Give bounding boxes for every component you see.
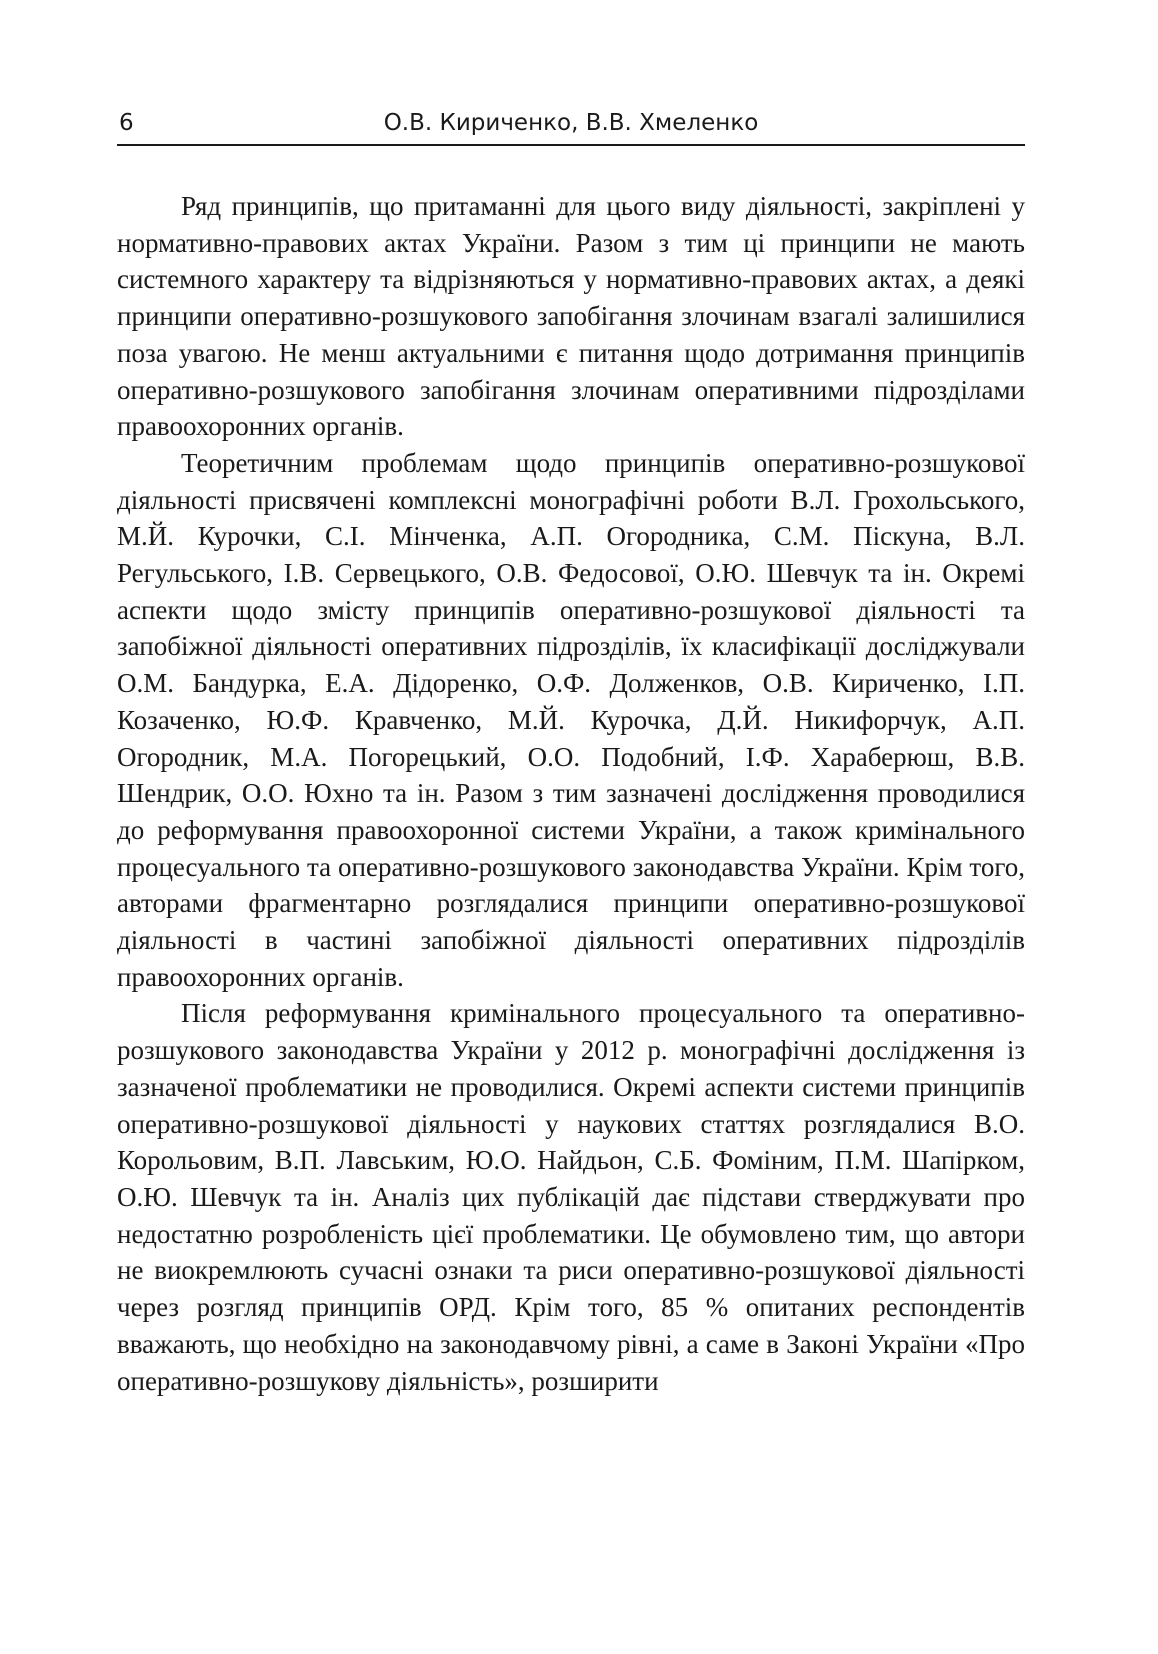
body-text xyxy=(117,188,1025,1399)
paragraph: Ряд принципів, що притаманні для цього виду діяльності, закріплені у нормативно-правових актах України. Разом з тим ці принципи не мають системного характеру та відрізняються у нормативно-правових актах, а деякі принципи оперативно-розшукового запобігання злочинам взагалі залишилися поза увагою. Не менш актуальними є питання щодо дотримання принципів оперативно-розшукового запобігання злочинам оперативними підрозділами правоохоронних органів. xyxy=(117,191,1025,442)
paragraph: Після реформування кримінального процесуального та оперативно-розшукового законодавства України у 2012 р. монографічні дослідження із зазначеної проблематики не проводилися. Окремі аспекти системи принципів оперативно-розшукової діяльності у наукових статтях розглядалися В.О. Корольовим, В.П. Лавським, Ю.О. Найдьон, С.Б. Фоміним, П.М. Шапірком, О.Ю. Шевчук та ін. Аналіз цих публікацій дає підстави стверджувати про недостатню розробленість цієї проблематики. Це обумовлено тим, що автори не виокремлюють сучасні ознаки та риси оперативно-розшукової діяльності через розгляд принципів ОРД. Крім того, 85 % опитаних респондентів вважають, що необхідно на законодавчому рівні, а саме в Законі України «Про оперативно-розшукову діяльність», розширити xyxy=(117,998,1025,1396)
header-authors: О.В. Кириченко, В.В. Хмеленко xyxy=(383,110,759,136)
paragraph: Теоретичним проблемам щодо принципів оперативно-розшукової діяльності присвячені комплексні монографічні роботи В.Л. Грохольського, М.Й. Курочки, С.І. Мінченка, А.П. Огородника, С.М. Піскуна, В.Л. Регульського, І.В. Сервецького, О.В. Федосової, О.Ю. Шевчук та ін. Окремі аспекти щодо змісту принципів оперативно-розшукової діяльності та запобіжної діяльності оперативних підрозділів, їх класифікації досліджували О.М. Бандурка, Е.А. Дідоренко, О.Ф. Долженков, О.В. Кириченко, І.П. Козаченко, Ю.Ф. Кравченко, М.Й. Курочка, Д.Й. Никифорчук, А.П. Огородник, М.А. Погорецький, О.О. Подобний, І.Ф. Хараберюш, В.В. Шендрик, О.О. Юхно та ін. Разом з тим зазначені дослідження проводилися до реформування правоохоронної системи України, а також кримінального процесуального та оперативно-розшукового законодавства України. Крім того, авторами фрагментарно розглядалися принципи оперативно-розшукової діяльності в частині запобіжної діяльності оперативних підрозділів правоохоронних органів. xyxy=(117,447,1025,992)
page-number: 6 xyxy=(119,110,134,136)
running-header xyxy=(117,108,1025,146)
